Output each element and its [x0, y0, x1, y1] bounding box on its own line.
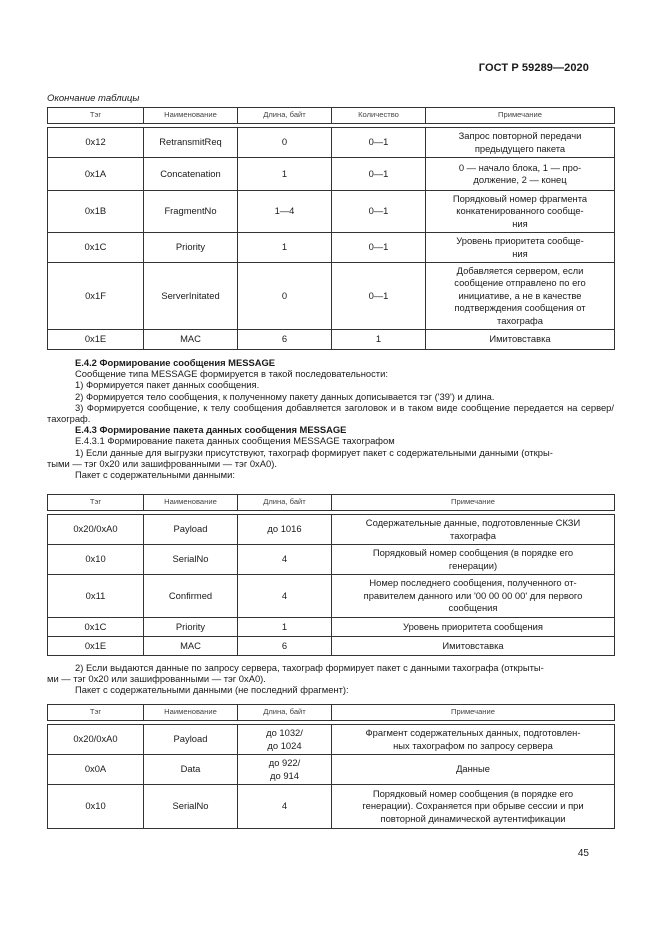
section-message-formation: [47, 357, 614, 480]
cell-name: Data: [144, 755, 238, 785]
cell-length: 1: [238, 233, 332, 263]
cell-length: 6: [238, 637, 332, 656]
cell-note: Данные: [332, 755, 615, 785]
cell-tag: 0x0A: [48, 755, 144, 785]
header-tag: Тэг: [48, 495, 144, 511]
cell-name: FragmentNo: [144, 191, 238, 233]
header-length: Длина, байт: [238, 108, 332, 124]
header-tag: Тэг: [48, 108, 144, 124]
paragraph: 3) Формируется сообщение, к телу сообщения добавляется заголовок и в таком виде сообщение передается на сервер/тахограф.: [47, 401, 614, 425]
table-row: [48, 233, 615, 263]
cell-name: ServerInitated: [144, 263, 238, 330]
header-tag: Тэг: [48, 705, 144, 721]
paragraph: Сообщение типа MESSAGE формируется в такой последовательности:: [75, 368, 388, 380]
table-row: [48, 785, 615, 829]
cell-name: RetransmitReq: [144, 128, 238, 158]
cell-note: Порядковый номер сообщения (в порядке его генерации): [332, 545, 615, 575]
table-row: [48, 618, 615, 637]
cell-name: Payload: [144, 515, 238, 545]
cell-tag: 0x1E: [48, 637, 144, 656]
header-count: Количество: [332, 108, 426, 124]
cell-length: до 1032/ до 1024: [238, 725, 332, 755]
cell-tag: 0x1E: [48, 330, 144, 350]
table-row: [48, 725, 615, 755]
paragraph: 1) Если данные для выгрузки присутствуют, тахограф формирует пакет с содержательными данными (откры- тыми — тэг 0x20 или зашифрованными — тэг 0xA0).: [47, 446, 553, 469]
cell-tag: 0x12: [48, 128, 144, 158]
cell-note: Добавляется сервером, если сообщение отправлено по его инициативе, а не в качестве подтверждения сообщения от тахографа: [426, 263, 615, 330]
cell-note: Номер последнего сообщения, полученного от- правителем данного или '00 00 00 00' для первого сообщения: [332, 575, 615, 618]
cell-tag: 0x1B: [48, 191, 144, 233]
cell-name: Priority: [144, 233, 238, 263]
page-number: 45: [577, 848, 589, 859]
cell-count: 0—1: [332, 233, 426, 263]
header-name: Наименование: [144, 495, 238, 511]
paragraph: 2) Если выдаются данные по запросу сервера, тахограф формирует пакет с данными тахографа (открыты- ми — тэг 0x20 или зашифрованными — тэг 0xA0).: [47, 662, 544, 685]
table-row: [48, 191, 615, 233]
cell-length: до 922/ до 914: [238, 755, 332, 785]
fields-table-end: [47, 107, 615, 350]
cell-count: 0—1: [332, 263, 426, 330]
cell-length: 1—4: [238, 191, 332, 233]
table-header-row: [48, 495, 615, 511]
cell-tag: 0x1C: [48, 233, 144, 263]
cell-note: Порядковый номер фрагмента конкатенированного сообще- ния: [426, 191, 615, 233]
table-row: [48, 575, 615, 618]
fragment-packet-table: [47, 704, 615, 829]
table-row: [48, 330, 615, 350]
cell-name: Priority: [144, 618, 238, 637]
cell-note: 0 — начало блока, 1 — про- должение, 2 — конец: [426, 158, 615, 191]
cell-count: 0—1: [332, 158, 426, 191]
table-caption: Окончание таблицы: [47, 93, 140, 104]
cell-length: до 1016: [238, 515, 332, 545]
header-note: Примечание: [426, 108, 615, 124]
table-header-row: [48, 705, 615, 721]
section-server-request: [47, 662, 614, 696]
cell-count: 1: [332, 330, 426, 350]
cell-tag: 0x10: [48, 545, 144, 575]
cell-note: Запрос повторной передачи предыдущего пакета: [426, 128, 615, 158]
table-row: [48, 755, 615, 785]
table-row: [48, 158, 615, 191]
cell-length: 1: [238, 158, 332, 191]
table-row: [48, 128, 615, 158]
cell-length: 1: [238, 618, 332, 637]
cell-length: 6: [238, 330, 332, 350]
cell-name: MAC: [144, 637, 238, 656]
cell-note: Имитовставка: [332, 637, 615, 656]
cell-note: Содержательные данные, подготовленные СКЗИ тахографа: [332, 515, 615, 545]
section-heading: Е.4.2 Формирование сообщения MESSAGE: [75, 357, 276, 368]
payload-packet-table: [47, 494, 615, 656]
cell-tag: 0x1F: [48, 263, 144, 330]
header-length: Длина, байт: [238, 495, 332, 511]
cell-length: 4: [238, 545, 332, 575]
paragraph: 1) Формируется пакет данных сообщения.: [75, 379, 260, 391]
cell-tag: 0x11: [48, 575, 144, 618]
table-row: [48, 637, 615, 656]
cell-note: Фрагмент содержательных данных, подготовлен- ных тахографом по запросу сервера: [332, 725, 615, 755]
header-note: Примечание: [332, 495, 615, 511]
cell-count: 0—1: [332, 191, 426, 233]
cell-note: Имитовставка: [426, 330, 615, 350]
cell-length: 4: [238, 575, 332, 618]
cell-tag: 0x1C: [48, 618, 144, 637]
table-row: [48, 263, 615, 330]
header-name: Наименование: [144, 705, 238, 721]
paragraph: Е.4.3.1 Формирование пакета данных сообщения MESSAGE тахографом: [75, 435, 395, 447]
header-length: Длина, байт: [238, 705, 332, 721]
table-row: [48, 545, 615, 575]
paragraph: Пакет с содержательными данными (не последний фрагмент):: [75, 684, 349, 696]
cell-note: Порядковый номер сообщения (в порядке его генерации). Сохраняется при обрыве сессии и при повторной динамической аутентификации: [332, 785, 615, 829]
cell-length: 4: [238, 785, 332, 829]
cell-length: 0: [238, 263, 332, 330]
table-row: [48, 515, 615, 545]
cell-name: SerialNo: [144, 785, 238, 829]
cell-name: Confirmed: [144, 575, 238, 618]
cell-tag: 0x20/0xA0: [48, 725, 144, 755]
section-heading: Е.4.3 Формирование пакета данных сообщения MESSAGE: [75, 424, 347, 436]
paragraph: Пакет с содержательными данными:: [75, 469, 235, 481]
cell-name: MAC: [144, 330, 238, 350]
table-header-row: [48, 108, 615, 124]
cell-length: 0: [238, 128, 332, 158]
paragraph: 2) Формируется тело сообщения, к полученному пакету данных дописывается тэг ('39') и длина.: [75, 390, 495, 402]
cell-name: Payload: [144, 725, 238, 755]
cell-note: Уровень приоритета сообщения: [332, 618, 615, 637]
cell-tag: 0x20/0xA0: [48, 515, 144, 545]
cell-name: Concatenation: [144, 158, 238, 191]
cell-tag: 0x10: [48, 785, 144, 829]
cell-name: SerialNo: [144, 545, 238, 575]
standard-number: ГОСТ Р 59289—2020: [478, 62, 589, 74]
header-name: Наименование: [144, 108, 238, 124]
cell-count: 0—1: [332, 128, 426, 158]
cell-tag: 0x1A: [48, 158, 144, 191]
cell-note: Уровень приоритета сообще- ния: [426, 233, 615, 263]
header-note: Примечание: [332, 705, 615, 721]
